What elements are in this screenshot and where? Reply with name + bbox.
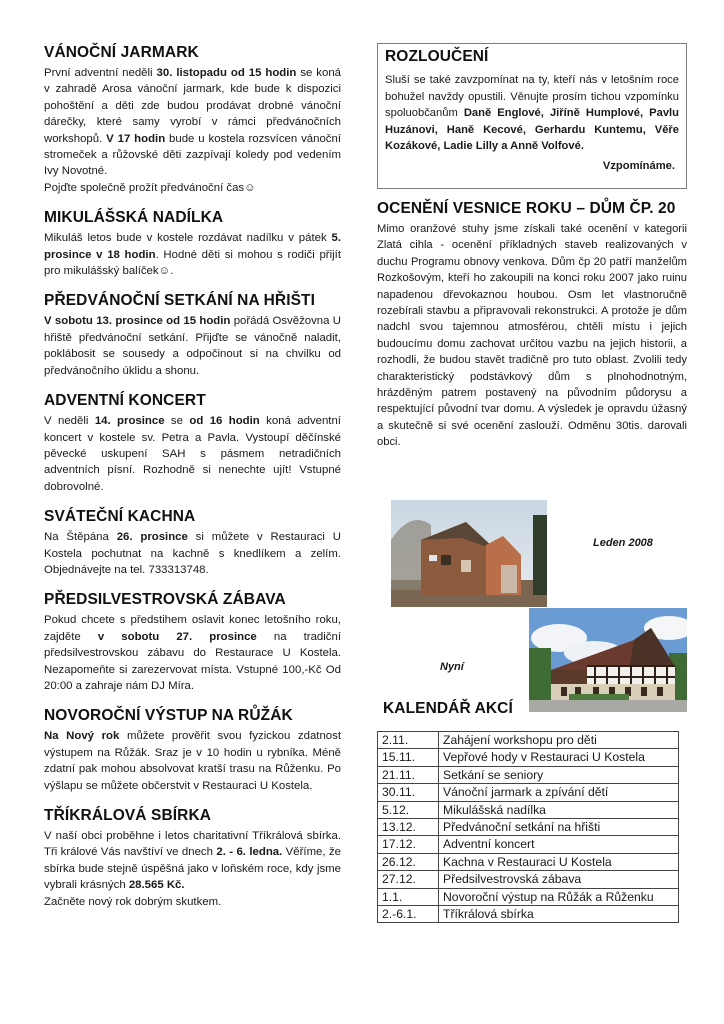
bold-highlight: V 17 hodin <box>106 132 166 145</box>
calendar-event: Zahájení workshopu pro děti <box>439 732 679 749</box>
bold-highlight: 5. prosince v 18 hodin <box>44 232 341 261</box>
award-body: Mimo oranžové stuhy jsme získali také ocenění v kategorii Zlatá cihla - ocenění příkladných staveb realizovaných v duchu Programu obnovy venkova. Dům čp 20 patří manželům Rozkošovým, kteří ho zakoupili na konci roku 2007 jako ruinu napadenou dřevokaznou houbou. Osm let vlastnoručně rozebírali stavbu a připravovali rekonstrukci. A protože je dům nadchl svou tajemnou atmosférou, chtěli místu i jejich budoucímu domu zachovat určitou vazbu na jejich historii, a rozhodli, že budou stavět tradičně pro tuto oblast. Zvolili tedy charakteristický podstávkový dům s plnohodnotným, hrázděným patrem postavený na původním půdorysu a respektující původní tvar domu. A výsledek je opravdu úžasný a skutečně si své ocenění zaslouží. Odměnu 30tis. darovali obci. <box>377 223 687 449</box>
bold-highlight: 26. prosince <box>116 531 188 544</box>
section-paragraph: V naší obci proběhne i letos charitativní Tříkrálová sbírka. Tři králové Vás navštíví ve dnech 2. - 6. ledna. Věříme, že sbírka bude stejně úspěšná jako v loňském roce, kdy jsme vybrali krásných 28.565 Kč. <box>44 830 341 892</box>
calendar-event: Předvánoční setkání na hřišti <box>439 819 679 836</box>
calendar-table <box>377 731 679 923</box>
section-paragraph: Pojďte společně prožít předvánoční čas☺ <box>44 181 256 194</box>
caption-before: Leden 2008 <box>593 537 653 549</box>
calendar-date: 2.-6.1. <box>378 906 439 923</box>
section-title: MIKULÁŠSKÁ NADÍLKA <box>44 209 224 227</box>
section-title: ADVENTNÍ KONCERT <box>44 392 206 410</box>
section-title: TŘÍKRÁLOVÁ SBÍRKA <box>44 807 212 824</box>
award-section <box>377 200 687 451</box>
calendar-row <box>378 836 679 853</box>
section-paragraph: Na Nový rok můžete prověřit svou fyzickou zdatnost výstupem na Růžák. Sraz je v 10 hodin u rybníka. Méně zdatní pak mohou absolvovat kratší trasu na Růženku. Po výšlapu se můžete občerstvit v Restauraci U Kostela. <box>44 730 341 792</box>
calendar-date: 1.1. <box>378 888 439 905</box>
section-novorocni-vystup <box>44 707 341 794</box>
bold-highlight: Daně Englové, Jiříně Humplové, Pavlu Huzánovi, Haně Kecové, Gerhardu Kuntemu, Věře Kozákové, Ladie Lilly a Anně Volfové. <box>385 107 679 153</box>
calendar-date: 17.12. <box>378 836 439 853</box>
bold-highlight: V sobotu 13. prosince od 15 hodin <box>44 315 231 328</box>
section-title: VÁNOČNÍ JARMARK <box>44 44 199 61</box>
section-paragraph: Pokud chcete s předstihem oslavit konec letošního roku, zajděte v sobotu 27. prosince na tradiční předsilvestrovskou zábavu do Restaurace U Kostela. Nezapomeňte si zarezervovat místa. Vstupné 100,-Kč Od 20:00 a zahraje nám DJ Míra. <box>44 614 341 692</box>
bold-highlight: v sobotu 27. prosince <box>97 630 257 643</box>
bold-highlight: 28.565 Kč. <box>128 879 185 892</box>
section-predvanocni-setkani <box>44 292 341 379</box>
section-title: NOVOROČNÍ VÝSTUP NA RŮŽÁK <box>44 707 293 725</box>
calendar-event: Předsilvestrovská zábava <box>439 871 679 888</box>
section-predsilvestrovska-zabava <box>44 591 341 694</box>
section-trikralova-sbirka <box>44 807 341 910</box>
section-paragraph: Na Štěpána 26. prosince si můžete v Restauraci U Kostela pochutnat na kachně s knedlíkem a zelím. Objednávejte na tel. 733313748. <box>44 531 341 576</box>
calendar-row <box>378 871 679 888</box>
farewell-signature: Vzpomínáme. <box>602 159 675 172</box>
section-title: SVÁTEČNÍ KACHNA <box>44 508 196 526</box>
bold-highlight: 30. listopadu od 15 hodin <box>156 67 297 79</box>
calendar-event: Vánoční jarmark a zpívání dětí <box>439 784 679 801</box>
calendar-date: 5.12. <box>378 801 439 818</box>
farewell-body: Sluší se také zavzpomínat na ty, kteří nás v letošním roce bohužel navždy opustili. Věnujte prosím tichou vzpomínku spoluobčanům Daně Englové, Jiříně Humplové, Pavlu Huzánovi, Haně Kecové, Gerhardu Kuntemu, Věře Kozákové, Ladie Lilly a Anně Volfové. <box>385 74 679 153</box>
calendar-row <box>378 766 679 783</box>
calendar-event: Kachna v Restauraci U Kostela <box>439 853 679 870</box>
section-paragraph: Začněte nový rok dobrým skutkem. <box>44 895 222 908</box>
calendar-row <box>378 906 679 923</box>
award-title: OCENĚNÍ VESNICE ROKU – DŮM ČP. 20 <box>377 200 676 217</box>
calendar-event: Vepřové hody v Restauraci U Kostela <box>439 749 679 766</box>
calendar-event: Setkání se seniory <box>439 766 679 783</box>
right-column <box>377 43 687 189</box>
section-title: PŘEDVÁNOČNÍ SETKÁNÍ NA HŘIŠTI <box>44 292 316 310</box>
calendar-event: Mikulášská nadílka <box>439 801 679 818</box>
section-vanocni-jarmark <box>44 44 341 196</box>
section-paragraph: První adventní neděli 30. listopadu od 15 hodin se koná v zahradě Arosa vánoční jarmark, kde bude k dispozici pohoštění a děti zde budou prodávat drobné vánoční dárečky, které samy vyrobí v rámci předvánočních workshopů. V 17 hodin bude u kostela rozsvícen vánoční stromeček a růžovské děti zazpívají koledy pod vedením Ivy Novotné. <box>44 67 342 178</box>
calendar-row <box>378 888 679 905</box>
section-paragraph: V sobotu 13. prosince od 15 hodin pořádá Osvěžovna U hřiště předvánoční setkání. Přijďte se vánočně naladit, poklábosit se sousedy a odpočinout si na chvilku od předvánočního úklidu a shonu. <box>44 315 342 377</box>
photo-house-restored <box>529 608 687 712</box>
calendar-date: 21.11. <box>378 766 439 783</box>
calendar-date: 2.11. <box>378 732 439 749</box>
calendar-date: 13.12. <box>378 819 439 836</box>
section-paragraph: V neděli 14. prosince se od 16 hodin koná adventní koncert v kostele sv. Petra a Pavla. Vystoupí děčínské pěvecké uskupení SAH s pásmem netradičních adventních písní. Rozhodně si nenechte ujít! Vstupné dobrovolné. <box>44 415 341 493</box>
calendar-date: 30.11. <box>378 784 439 801</box>
calendar-event: Tříkrálová sbírka <box>439 906 679 923</box>
calendar-date: 15.11. <box>378 749 439 766</box>
farewell-title: ROZLOUČENÍ <box>385 48 489 65</box>
farewell-box <box>377 43 687 189</box>
section-paragraph: Mikuláš letos bude v kostele rozdávat nadílku v pátek 5. prosince v 18 hodin. Hodné děti si mohou s rodiči přijít pro mikulášský balíček☺. <box>44 232 341 278</box>
calendar-date: 26.12. <box>378 853 439 870</box>
section-svatecni-kachna <box>44 508 341 578</box>
calendar-row <box>378 784 679 801</box>
calendar-row <box>378 732 679 749</box>
calendar-row <box>378 749 679 766</box>
photo-house-ruin <box>391 500 547 607</box>
bold-highlight: 2. - 6. ledna. <box>216 846 283 859</box>
caption-after: Nyní <box>440 661 464 673</box>
calendar-event: Adventní koncert <box>439 836 679 853</box>
section-adventni-koncert <box>44 392 341 495</box>
calendar-row <box>378 819 679 836</box>
section-mikulasska-nadilka <box>44 209 341 279</box>
calendar-row <box>378 853 679 870</box>
bold-highlight: Na Nový rok <box>44 730 120 743</box>
bold-highlight: od 16 hodin <box>189 415 260 428</box>
section-title: PŘEDSILVESTROVSKÁ ZÁBAVA <box>44 591 286 609</box>
calendar-title: KALENDÁŘ AKCÍ <box>383 700 513 717</box>
bold-highlight: 14. prosince <box>94 415 165 428</box>
calendar-row <box>378 801 679 818</box>
calendar-event: Novoroční výstup na Růžák a Růženku <box>439 888 679 905</box>
left-column <box>44 44 341 923</box>
calendar-date: 27.12. <box>378 871 439 888</box>
